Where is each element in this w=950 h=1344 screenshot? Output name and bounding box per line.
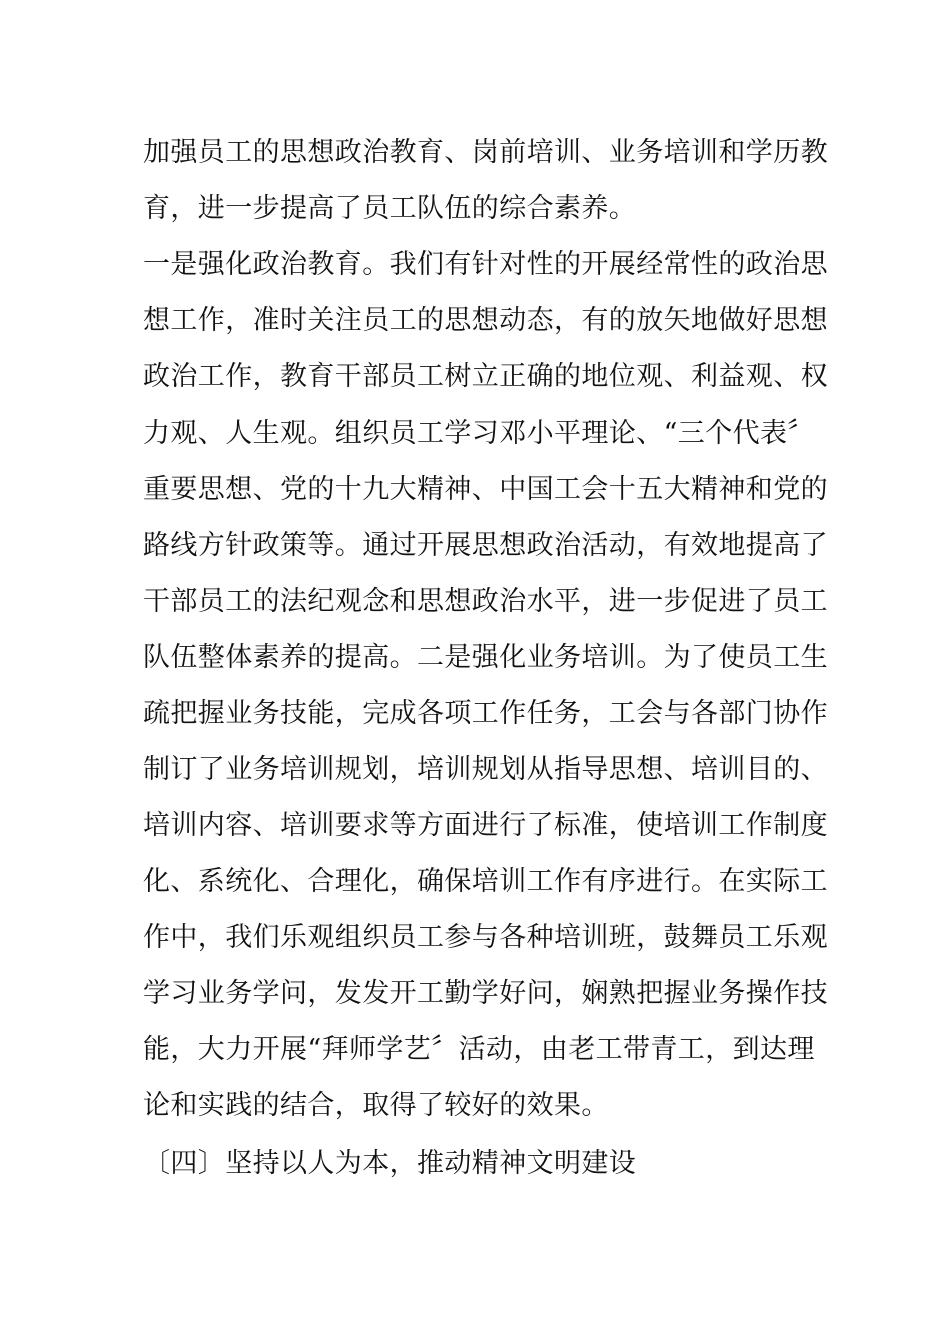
text-line: 想工作，准时关注员工的思想动态，有的放矢地做好思想: [143, 305, 828, 336]
text-line: 队伍整体素养的提高。二是强化业务培训。为了使员工生: [143, 642, 828, 673]
text-line: 制订了业务培训规划，培训规划从指导思想、培训目的、: [143, 754, 828, 785]
text-line: 加强员工的思想政治教育、岗前培训、业务培训和学历教: [143, 137, 828, 168]
text-line: 学习业务学问，发发开工勤学好问，娴熟把握业务操作技: [143, 978, 828, 1009]
text-line: 论和实践的结合，取得了较好的效果。: [143, 1090, 609, 1121]
text-line: 作中，我们乐观组织员工参与各种培训班，鼓舞员工乐观: [143, 922, 828, 953]
section-heading: 〔四〕坚持以人为本，推动精神文明建设: [143, 1148, 637, 1179]
text-line: 政治工作，教育干部员工树立正确的地位观、利益观、权: [143, 361, 828, 392]
text-line: 疏把握业务技能，完成各项工作任务，工会与各部门协作: [143, 698, 828, 729]
text-line: 一是强化政治教育。我们有针对性的开展经常性的政治思: [143, 249, 828, 280]
text-line: 力观、人生观。组织员工学习邓小平理论、“三个代表〞: [143, 418, 815, 449]
text-line: 重要思想、党的十九大精神、中国工会十五大精神和党的: [143, 474, 828, 505]
text-line: 化、系统化、合理化，确保培训工作有序进行。在实际工: [143, 866, 828, 897]
text-line: 育，进一步提高了员工队伍的综合素养。: [143, 193, 637, 224]
text-line: 培训内容、培训要求等方面进行了标准，使培训工作制度: [143, 810, 828, 841]
text-line: 干部员工的法纪观念和思想政治水平，进一步促进了员工: [143, 586, 828, 617]
text-line: 能，大力开展“拜师学艺〞活动，由老工带青工，到达理: [143, 1034, 815, 1065]
text-line: 路线方针政策等。通过开展思想政治活动，有效地提高了: [143, 530, 828, 561]
